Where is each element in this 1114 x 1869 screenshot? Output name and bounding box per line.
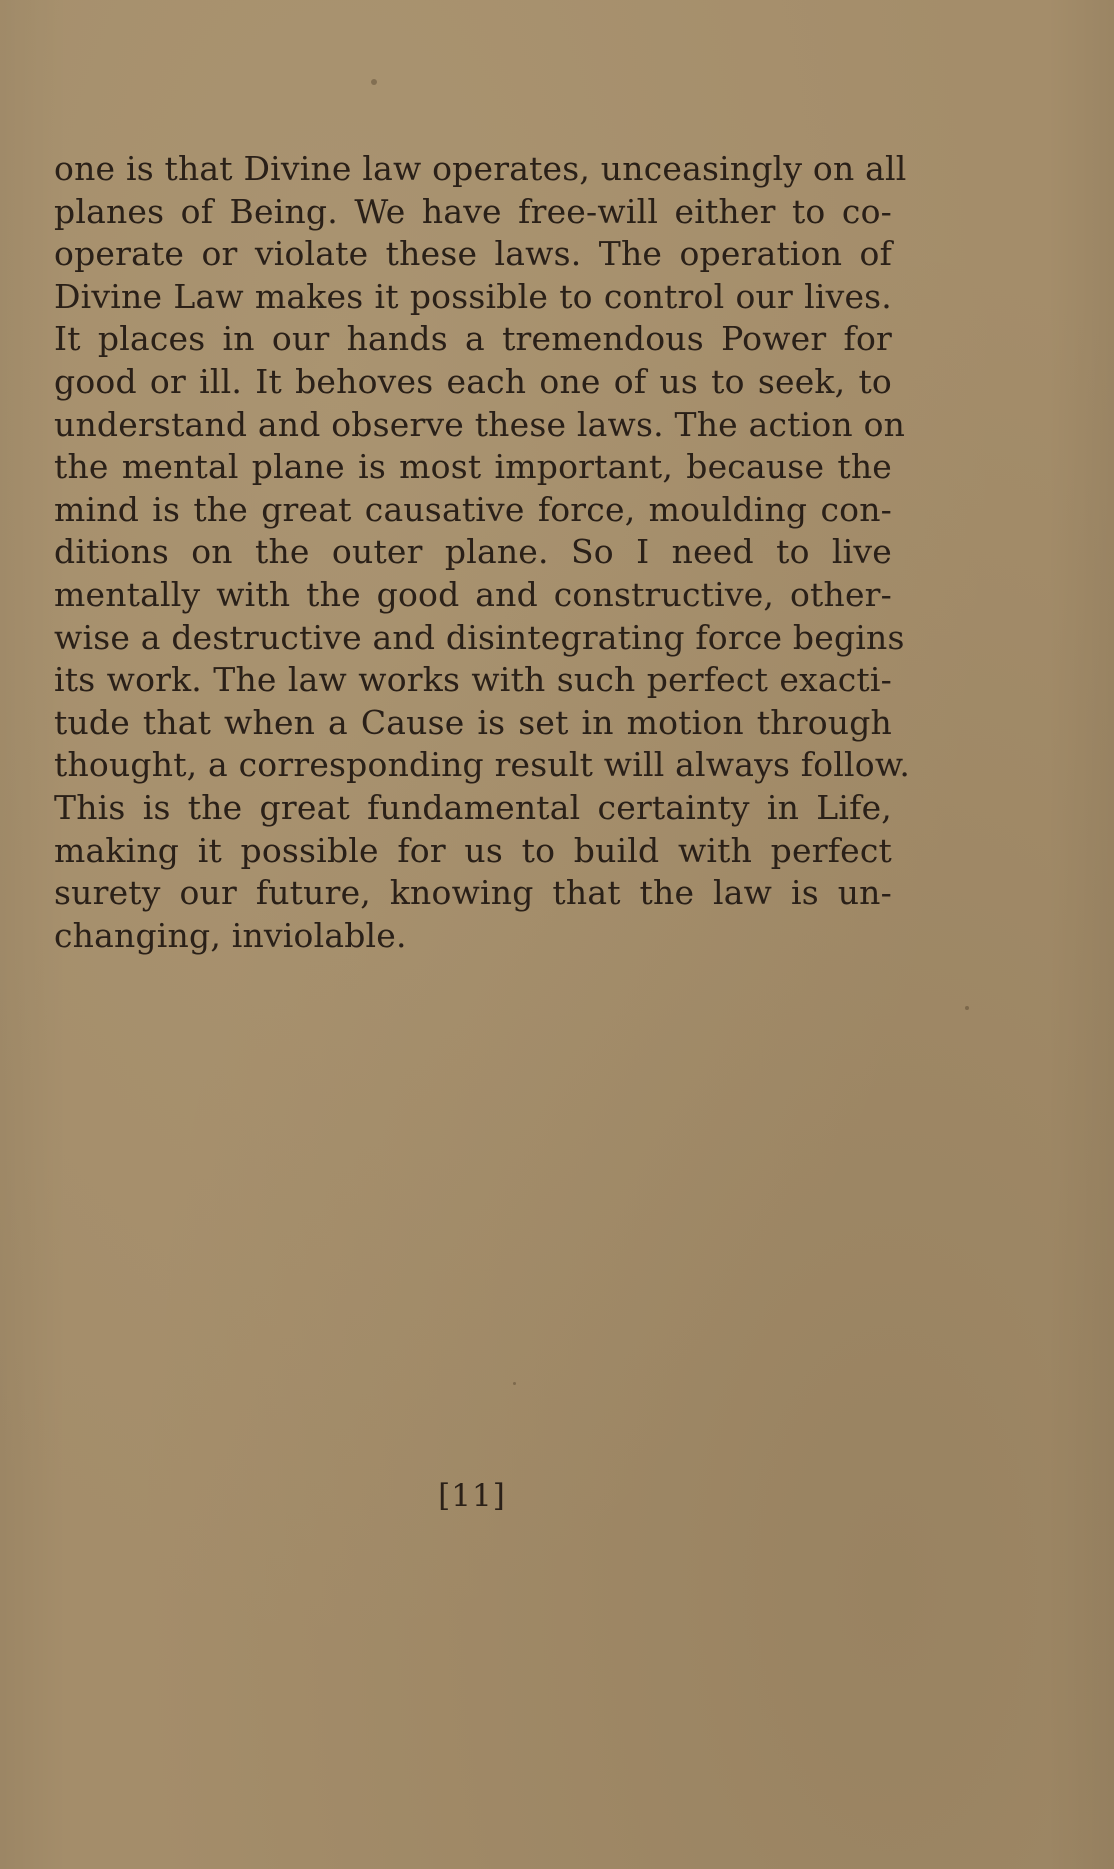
paragraph-line: operate or violate these laws. The operation of xyxy=(54,234,892,274)
paragraph-line: Divine Law makes it possible to control our lives. xyxy=(54,276,892,316)
paper-speck xyxy=(371,79,377,85)
paragraph-line: the mental plane is most important, because the xyxy=(54,447,892,487)
body-paragraph xyxy=(54,148,911,957)
paragraph-line: understand and observe these laws. The action on xyxy=(54,404,906,444)
paragraph-line: This is the great fundamental certainty in Life, xyxy=(54,787,892,827)
paragraph-line: changing, inviolable. xyxy=(54,915,407,955)
paragraph-line: It places in our hands a tremendous Power for xyxy=(54,319,892,359)
paper-speck xyxy=(965,1006,969,1010)
paragraph-line: mind is the great causative force, moulding con- xyxy=(54,489,892,529)
paragraph-line: its work. The law works with such perfect exacti- xyxy=(54,660,892,700)
paragraph-line: good or ill. It behoves each one of us to seek, to xyxy=(54,361,892,401)
paragraph-line: ditions on the outer plane. So I need to live xyxy=(54,532,892,572)
paragraph-line: mentally with the good and constructive, other- xyxy=(54,574,892,614)
paragraph-line: wise a destructive and disintegrating force begins xyxy=(54,617,905,657)
paper-speck xyxy=(513,1382,516,1385)
paragraph-line: surety our future, knowing that the law is un- xyxy=(54,873,892,913)
paragraph-line: one is that Divine law operates, unceasingly on all xyxy=(54,149,907,188)
paragraph-line: thought, a corresponding result will always follow. xyxy=(54,745,911,785)
paragraph-line: making it possible for us to build with perfect xyxy=(54,830,892,870)
paragraph-line: planes of Being. We have free-will either to co- xyxy=(54,191,892,231)
page-number: [11] xyxy=(438,1478,506,1514)
paragraph-line: tude that when a Cause is set in motion through xyxy=(54,702,892,742)
